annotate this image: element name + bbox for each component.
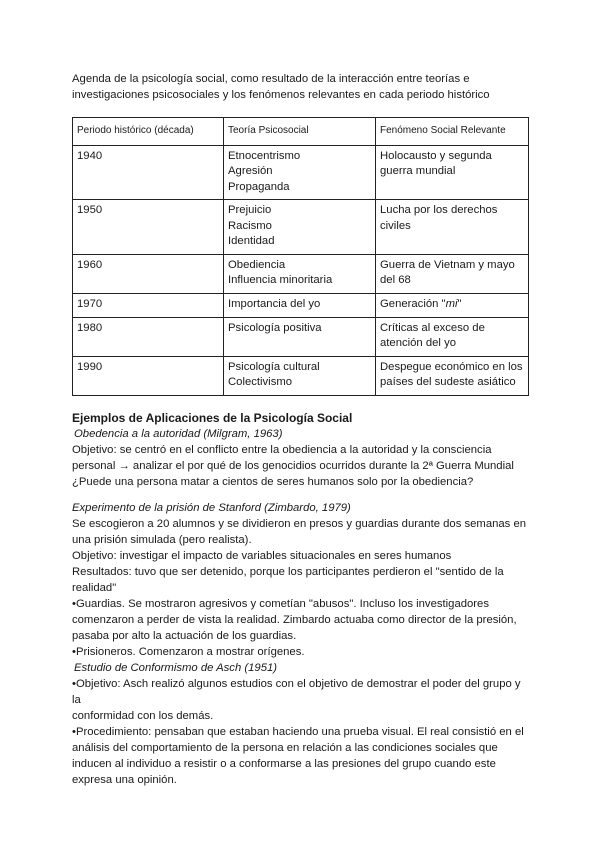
phenomenon-italic: mi <box>445 297 458 310</box>
cell-phenomenon <box>376 293 529 317</box>
phenomenon-line: guerra mundial <box>380 165 456 177</box>
milgram-line: personal → analizar el por qué de los genocidios ocurridos durante la 2ª Guerra Mundial <box>72 460 514 472</box>
theory-item: Prejuicio <box>228 204 272 216</box>
table-row <box>73 293 529 317</box>
table-row <box>73 200 529 255</box>
cell-phenomenon <box>376 145 529 200</box>
phenomenon-line: Guerra de Vietnam y mayo <box>380 258 515 271</box>
asch-line: inducen al individuo a resistir o a conformarse a las presiones del grupo cuando este <box>72 758 496 770</box>
phenomenon-prefix: Generación " <box>380 297 446 310</box>
cell-theory <box>224 293 376 317</box>
header-phenomenon: Fenómeno Social Relevante <box>376 118 529 146</box>
intro-line: investigaciones psicosociales y los fenómenos relevantes en cada periodo histórico <box>72 89 490 101</box>
milgram-section <box>72 410 532 490</box>
stanford-line: •Prisioneros. Comenzaron a mostrar orígenes. <box>72 646 305 658</box>
table-header-row <box>73 118 529 146</box>
table-row <box>73 356 529 395</box>
theory-item: Colectivismo <box>228 376 293 388</box>
stanford-line: Objetivo: investigar el impacto de variables situacionales en seres humanos <box>72 550 452 562</box>
stanford-line: Se escogieron a 20 alumnos y se dividieron en presos y guardias durante dos semanas en <box>72 518 527 530</box>
milgram-title: Obedencia a la autoridad (Milgram, 1963) <box>74 428 283 440</box>
table-row <box>73 254 529 293</box>
cell-theory <box>224 356 376 395</box>
cell-period: 1950 <box>73 200 224 255</box>
asch-line: análisis del comportamiento de la persona en relación a las condiciones sociales que <box>72 742 498 754</box>
cell-period: 1980 <box>73 317 224 356</box>
stanford-line: Resultados: tuvo que ser detenido, porque los participantes perdieron el "sentido de la <box>72 566 504 578</box>
theory-item: Influencia minoritaria <box>228 274 333 286</box>
asch-line: •Procedimiento: pensaban que estaban haciendo una prueba visual. El real consistió en el <box>72 726 524 738</box>
cell-period: 1960 <box>73 254 224 293</box>
theory-item: Psicología positiva <box>228 321 322 334</box>
theory-item: Etnocentrismo <box>228 149 301 162</box>
table-row <box>73 145 529 200</box>
stanford-line: pasaba por alto la actuación de los guardias. <box>72 630 297 642</box>
stanford-line: •Guardias. Se mostraron agresivos y cometían "abusos". Incluso los investigadores <box>72 598 489 610</box>
intro-line: Agenda de la psicología social, como resultado de la interacción entre teorías e <box>72 73 470 85</box>
cell-theory <box>224 200 376 255</box>
asch-section <box>72 660 532 788</box>
asch-title: Estudio de Conformismo de Asch (1951) <box>74 662 278 674</box>
phenomenon-line: Críticas al exceso de <box>380 321 485 334</box>
cell-phenomenon <box>376 317 529 356</box>
milgram-line: Objetivo: se centró en el conflicto entre la obediencia a la autoridad y la consciencia <box>72 444 492 456</box>
stanford-line: realidad" <box>72 582 117 594</box>
cell-theory <box>224 145 376 200</box>
phenomenon-line: atención del yo <box>380 337 456 349</box>
theory-item: Racismo <box>228 219 272 232</box>
stanford-section <box>72 500 532 660</box>
phenomenon-suffix: " <box>457 297 462 310</box>
theory-item: Importancia del yo <box>228 297 321 310</box>
phenomenon-line: civiles <box>380 219 411 232</box>
theory-item: Psicología cultural <box>228 360 320 373</box>
cell-theory <box>224 317 376 356</box>
phenomenon-line: Despegue económico en los <box>380 360 523 373</box>
table-row <box>73 317 529 356</box>
theory-item: Agresión <box>228 165 273 177</box>
cell-period: 1940 <box>73 145 224 200</box>
history-table <box>72 117 529 396</box>
examples-heading: Ejemplos de Aplicaciones de la Psicología Social <box>72 411 353 425</box>
milgram-line: ¿Puede una persona matar a cientos de seres humanos solo por la obediencia? <box>72 476 474 488</box>
cell-theory <box>224 254 376 293</box>
phenomenon-line: Holocausto y segunda <box>380 149 492 162</box>
stanford-title: Experimento de la prisión de Stanford (Zimbardo, 1979) <box>72 502 351 514</box>
theory-item: Identidad <box>228 235 275 247</box>
cell-period: 1990 <box>73 356 224 395</box>
cell-phenomenon <box>376 254 529 293</box>
asch-line: •Objetivo: Asch realizó algunos estudios con el objetivo de demostrar el poder del grupo y la <box>72 678 521 706</box>
header-theory: Teoría Psicosocial <box>224 118 376 146</box>
phenomenon-line: del 68 <box>380 274 411 286</box>
asch-line: conformidad con los demás. <box>72 710 214 722</box>
cell-phenomenon <box>376 200 529 255</box>
theory-item: Obediencia <box>228 258 286 271</box>
stanford-line: comenzaron a perder de vista la realidad. Zimbardo actuaba como director de la presión, <box>72 614 517 626</box>
stanford-line: una prisión simulada (pero realista). <box>72 534 252 546</box>
asch-line: expresa una opinión. <box>72 774 177 786</box>
cell-phenomenon <box>376 356 529 395</box>
phenomenon-line: Lucha por los derechos <box>380 204 498 216</box>
header-period: Periodo histórico (década) <box>73 118 224 146</box>
intro-paragraph <box>72 71 532 103</box>
cell-period: 1970 <box>73 293 224 317</box>
phenomenon-line: países del sudeste asiático <box>380 376 516 388</box>
theory-item: Propaganda <box>228 180 290 193</box>
